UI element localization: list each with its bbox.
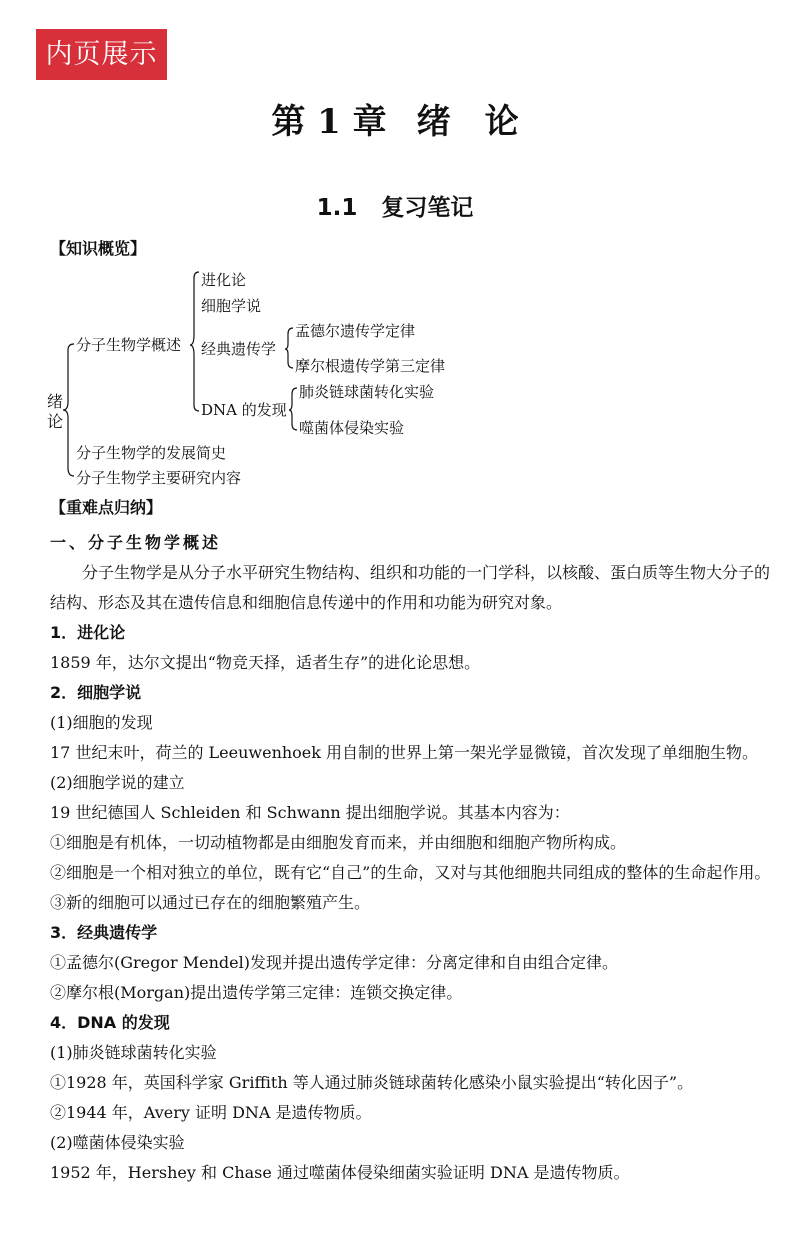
tree-node-cell-theory: 细胞学说 bbox=[201, 297, 262, 315]
cell-point-2: ②细胞是一个相对独立的单位，既有它“自己”的生命，又对与其他细胞共同组成的整体的生命起作用。 bbox=[50, 863, 771, 882]
tree-node-history: 分子生物学的发展简史 bbox=[76, 444, 227, 462]
cell-point-1: ①细胞是有机体，一切动植物都是由细胞发育而来，并由细胞和细胞产物所构成。 bbox=[50, 833, 627, 852]
knowledge-tree bbox=[0, 0, 790, 500]
tree-node-morgan: 摩尔根遗传学第三定律 bbox=[295, 357, 446, 375]
root-brace bbox=[63, 344, 74, 476]
tree-node-phage: 噬菌体侵染实验 bbox=[299, 419, 405, 437]
tree-node-research: 分子生物学主要研究内容 bbox=[76, 469, 242, 487]
genetics-point-1: ①孟德尔(Gregor Mendel)发现并提出遗传学定律：分离定律和自由组合定律。 bbox=[50, 953, 618, 972]
paragraph-cell-theory: 19 世纪德国人 Schleiden 和 Schwann 提出细胞学说。其基本内容为： bbox=[50, 803, 570, 822]
paragraph-cell-discovery: 17 世纪末叶，荷兰的 Leeuwenhoek 用自制的世界上第一架光学显微镜，首次发现了单细胞生物。 bbox=[50, 743, 759, 762]
heading-classical-genetics: 3．经典遗传学 bbox=[50, 923, 158, 942]
tree-node-dna: DNA 的发现 bbox=[201, 401, 287, 419]
heading-evolution: 1．进化论 bbox=[50, 623, 126, 642]
paragraph-phage: 1952 年，Hershey 和 Chase 通过噬菌体侵染细菌实验证明 DNA 是遗传物质。 bbox=[50, 1163, 630, 1182]
page-preview-badge: 内页展示 bbox=[36, 29, 167, 80]
tree-node-classical-genetics: 经典遗传学 bbox=[201, 340, 277, 358]
chapter-name: 绪 论 bbox=[416, 102, 519, 142]
dna-brace bbox=[289, 388, 297, 430]
tree-node-evolution: 进化论 bbox=[201, 271, 247, 289]
subheading-cell-theory-established: (2)细胞学说的建立 bbox=[50, 773, 185, 792]
paragraph-intro: 分子生物学是从分子水平研究生物结构、组织和功能的一门学科，以核酸、蛋白质等生物大分子的结构、形态及其在遗传信息和细胞信息传递中的作用和功能为研究对象。 bbox=[50, 563, 771, 612]
tree-node-overview: 分子生物学概述 bbox=[76, 336, 182, 354]
chapter-number: 第 1 章 bbox=[271, 102, 387, 142]
cell-point-3: ③新的细胞可以通过已存在的细胞繁殖产生。 bbox=[50, 893, 371, 912]
subheading-phage: (2)噬菌体侵染实验 bbox=[50, 1133, 185, 1152]
tree-node-mendel: 孟德尔遗传学定律 bbox=[295, 322, 416, 340]
tree-node-pneumococcus: 肺炎链球菌转化实验 bbox=[299, 383, 435, 401]
genetics-point-2: ②摩尔根(Morgan)提出遗传学第三定律：连锁交换定律。 bbox=[50, 983, 463, 1002]
section-name: 复习笔记 bbox=[381, 195, 474, 221]
genetics-brace bbox=[285, 328, 293, 368]
heading-dna-discovery: 4．DNA 的发现 bbox=[50, 1013, 170, 1032]
subheading-pneumococcus: (1)肺炎链球菌转化实验 bbox=[50, 1043, 217, 1062]
dna-point-2: ②1944 年，Avery 证明 DNA 是遗传物质。 bbox=[50, 1103, 372, 1122]
section-number: 1.1 bbox=[316, 195, 358, 221]
tree-root: 绪论 bbox=[46, 392, 63, 431]
main-content bbox=[50, 528, 780, 1188]
paragraph-evolution: 1859 年，达尔文提出“物竞天择，适者生存”的进化论思想。 bbox=[50, 653, 481, 672]
knowledge-overview-header: 【知识概览】 bbox=[50, 239, 147, 258]
heading-cell-theory: 2．细胞学说 bbox=[50, 683, 142, 702]
dna-point-1: ①1928 年，英国科学家 Griffith 等人通过肺炎链球菌转化感染小鼠实验提出“转化因子”。 bbox=[50, 1073, 694, 1092]
subheading-cell-discovery: (1)细胞的发现 bbox=[50, 713, 153, 732]
overview-brace bbox=[190, 272, 199, 411]
key-points-header: 【重难点归纳】 bbox=[50, 498, 163, 517]
section-heading-overview: 一、分子生物学概述 bbox=[50, 533, 222, 552]
